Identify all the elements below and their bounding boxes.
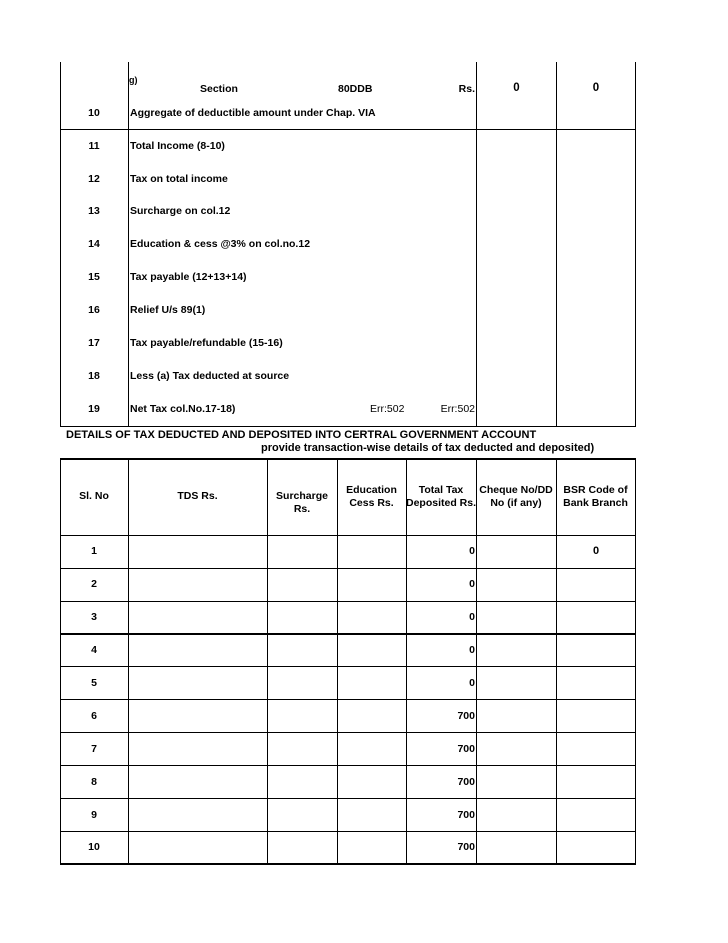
- header-bsr-line-1: BSR Code of: [563, 484, 628, 496]
- row-border: [60, 666, 636, 667]
- row-number: 11: [88, 140, 100, 152]
- table-row-sl: 5: [91, 677, 97, 689]
- col-border: [406, 458, 407, 864]
- row-number: 12: [88, 173, 100, 185]
- header-total-tax: [406, 484, 476, 510]
- row10-bottom-border: [60, 129, 636, 130]
- row-label: Net Tax col.No.17-18): [130, 403, 236, 415]
- table-row-sl: 4: [91, 644, 97, 656]
- table-row-sl: 6: [91, 710, 97, 722]
- row-number: 15: [88, 271, 100, 283]
- col-border: [635, 458, 636, 864]
- row-label: Tax on total income: [130, 173, 228, 185]
- row-label: Surcharge on col.12: [130, 205, 231, 217]
- table-row-sl: 2: [91, 578, 97, 590]
- table-row-total: 0: [469, 545, 475, 557]
- row-border: [60, 601, 636, 602]
- col-border: [337, 458, 338, 864]
- table-row-total: 700: [457, 841, 475, 853]
- section-title: DETAILS OF TAX DEDUCTED AND DEPOSITED INTO CERTRAL GOVERNMENT ACCOUNT: [66, 429, 537, 441]
- row-g-section-code: 80DDB: [338, 83, 373, 95]
- row-number: 14: [88, 238, 100, 250]
- row-number: 17: [88, 337, 100, 349]
- row-label: Education & cess @3% on col.no.12: [130, 238, 311, 250]
- row-number: 18: [88, 370, 100, 382]
- row-g-section-label: Section: [200, 83, 238, 95]
- row-g-prefix: g): [129, 75, 138, 85]
- col-border: [128, 458, 129, 864]
- row-label: Tax payable/refundable (15-16): [130, 337, 283, 349]
- upper-right-border: [635, 62, 636, 427]
- table-row-sl: 1: [91, 545, 97, 557]
- header-sl-no: Sl. No: [79, 490, 109, 502]
- table-row-sl: 3: [91, 611, 97, 623]
- upper-amount-divider-2: [556, 62, 557, 427]
- table-row-sl: 7: [91, 743, 97, 755]
- row-border: [60, 699, 636, 700]
- table-row-total: 0: [469, 677, 475, 689]
- header-education-line-1: Education: [346, 484, 397, 496]
- row-label: Tax payable (12+13+14): [130, 271, 247, 283]
- upper-bottom-border: [60, 426, 636, 427]
- col-border: [476, 458, 477, 864]
- row19-error-1: Err:502: [370, 403, 405, 415]
- table-row-total: 700: [457, 710, 475, 722]
- header-total-line-1: Total Tax: [418, 484, 464, 496]
- row-border: [60, 732, 636, 733]
- header-total-line-2: Deposited Rs.: [406, 497, 477, 509]
- table-row-sl: 9: [91, 809, 97, 821]
- header-education-line-2: Cess Rs.: [349, 497, 394, 509]
- row-border: [60, 568, 636, 569]
- row-border: [60, 798, 636, 799]
- row-label: Less (a) Tax deducted at source: [130, 370, 290, 382]
- row-number: 16: [88, 304, 100, 316]
- row-g-unit: Rs.: [458, 83, 475, 95]
- row-number: 13: [88, 205, 100, 217]
- row-number: 10: [88, 107, 100, 119]
- table-row-sl: 10: [88, 841, 100, 853]
- row-label: Relief U/s 89(1): [130, 304, 206, 316]
- header-bsr-line-2: Bank Branch: [563, 497, 628, 509]
- header-bsr: [556, 484, 635, 510]
- row-label: Total Income (8-10): [130, 140, 225, 152]
- row-border: [60, 535, 636, 536]
- table-row-total: 0: [469, 611, 475, 623]
- table-row-total: 700: [457, 809, 475, 821]
- col-border: [60, 458, 61, 864]
- table-row-total: 700: [457, 743, 475, 755]
- table-row-bsr: 0: [592, 545, 600, 557]
- row-number: 19: [88, 403, 100, 415]
- col-border: [267, 458, 268, 864]
- row-g-value-2: 0: [592, 82, 600, 94]
- col-border: [556, 458, 557, 864]
- row19-error-2: Err:502: [440, 403, 475, 415]
- upper-amount-divider-1: [476, 62, 477, 427]
- upper-num-divider: [128, 62, 129, 427]
- header-education-cess: [337, 484, 406, 510]
- header-cheque-line-2: No (if any): [490, 497, 542, 509]
- section-subtitle: provide transaction-wise details of tax deducted and deposited): [261, 442, 595, 454]
- table-row-total: 700: [457, 776, 475, 788]
- deposit-bottom-border: [60, 863, 636, 865]
- row-border: [60, 633, 636, 635]
- row-g-value-1: 0: [513, 82, 520, 94]
- header-tds: TDS Rs.: [177, 490, 218, 502]
- deposit-top-border: [60, 458, 636, 460]
- row-label: Aggregate of deductible amount under Chap. VIA: [130, 107, 376, 119]
- table-row-total: 0: [469, 644, 475, 656]
- table-row-total: 0: [469, 578, 475, 590]
- header-surcharge: Surcharge Rs.: [276, 490, 328, 515]
- header-cheque: [476, 484, 556, 510]
- table-row-sl: 8: [91, 776, 97, 788]
- header-cheque-line-1: Cheque No/DD: [479, 484, 553, 496]
- row-border: [60, 831, 636, 832]
- row-border: [60, 765, 636, 766]
